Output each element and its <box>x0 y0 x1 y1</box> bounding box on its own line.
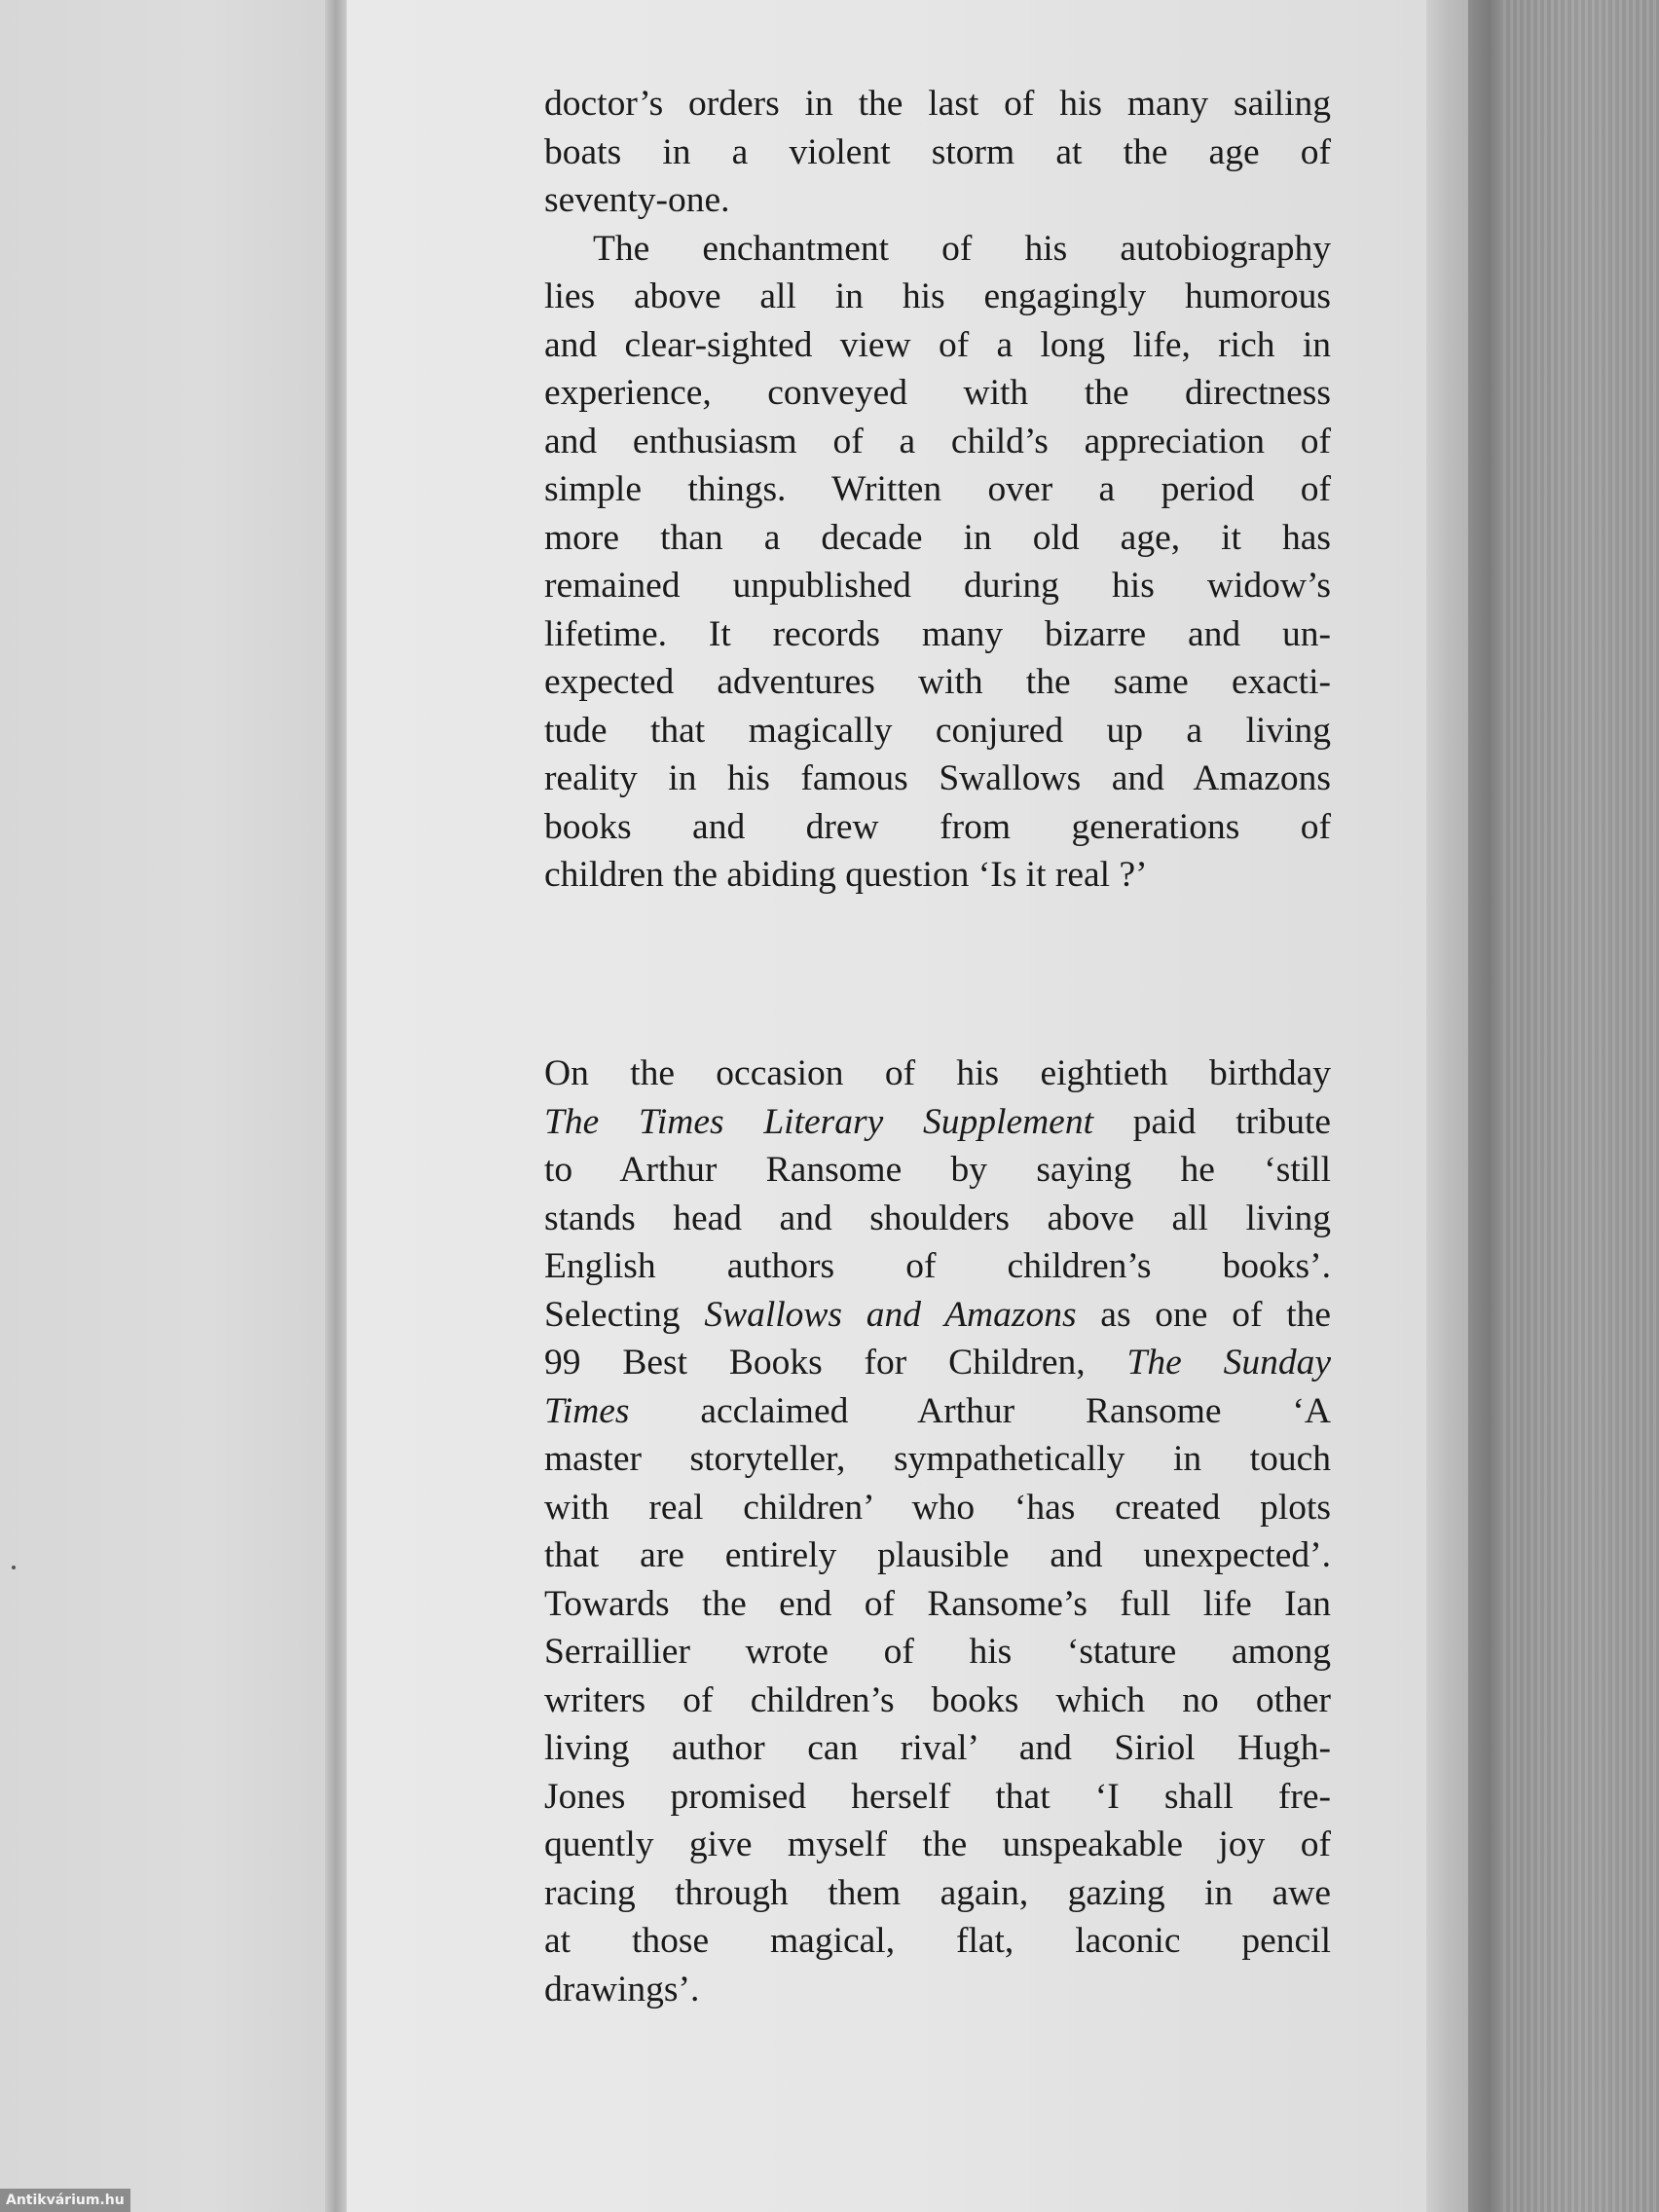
text-line: experience, conveyed with the directness <box>544 373 1331 413</box>
text-line: lifetime. It records many bizarre and un- <box>544 613 1331 654</box>
text-line <box>544 1435 1331 1484</box>
text-line <box>544 1195 1331 1243</box>
flap-text-lower <box>544 1050 1331 2013</box>
text-line <box>544 1146 1331 1195</box>
facing-page <box>0 0 346 2212</box>
book-board-edge <box>1468 0 1503 2212</box>
text-run: at those magical, flat, laconic pencil <box>544 1921 1331 1961</box>
watermark-label: Antikvárium.hu <box>0 2189 130 2212</box>
wooden-surface <box>1503 0 1659 2212</box>
text-line: simple things. Written over a period of <box>544 469 1331 509</box>
text-run: living author can rival’ and Siriol Hugh- <box>544 1728 1331 1768</box>
text-run: English authors of children’s books’. <box>544 1246 1331 1286</box>
text-line <box>544 1917 1331 1966</box>
text-run: as one of the <box>1076 1294 1332 1335</box>
text-line: doctor’s orders in the last of his many sailing <box>544 84 1331 124</box>
text-line <box>544 1821 1331 1869</box>
text-run: 99 Best Books for Children, <box>544 1343 1127 1382</box>
text-line <box>544 1242 1331 1291</box>
text-line: remained unpublished during his widow’s <box>544 566 1331 606</box>
text-run: to Arthur Ransome by saying he ‘still <box>544 1150 1331 1190</box>
text-line: reality in his famous Swallows and Amazons <box>544 758 1331 798</box>
italic-title: Times <box>544 1390 630 1431</box>
text-line <box>544 1677 1331 1725</box>
text-line: children the abiding question ‘Is it real ?’ <box>544 855 1148 895</box>
italic-title: The Times Literary Supplement <box>544 1101 1093 1142</box>
text-line: and clear-sighted view of a long life, rich in <box>544 324 1331 365</box>
text-line: books and drew from generations of <box>544 806 1331 847</box>
flap-right-shadow <box>1426 0 1469 2212</box>
text-line: lies above all in his engagingly humorous <box>544 276 1331 316</box>
flap-fold-edge <box>325 0 349 2212</box>
text-run: that are entirely plausible and unexpected’. <box>544 1535 1331 1575</box>
text-run: quently give myself the unspeakable joy of <box>544 1825 1331 1864</box>
text-run: master storyteller, sympathetically in touch <box>544 1439 1331 1479</box>
text-line: and enthusiasm of a child’s appreciation of <box>544 421 1331 461</box>
italic-title: The Sunday <box>1126 1343 1331 1382</box>
paragraph-eightieth-birthday <box>544 1050 1331 2013</box>
flap-text-upper <box>544 80 1331 900</box>
text-run: with real children’ who ‘has created plots <box>544 1487 1331 1528</box>
text-run: paid tribute <box>1093 1101 1332 1142</box>
text-line <box>544 1869 1331 1918</box>
text-run: drawings’. <box>544 1969 700 2009</box>
text-run: Serraillier wrote of his ‘stature among <box>544 1632 1331 1672</box>
text-run: Selecting <box>544 1294 705 1335</box>
text-line <box>544 1098 1331 1147</box>
text-line <box>544 1628 1331 1677</box>
text-run: Towards the end of Ransome’s full life Ian <box>544 1583 1331 1624</box>
text-run: racing through them again, gazing in awe <box>544 1872 1331 1913</box>
text-line <box>544 1291 1331 1340</box>
paragraph-seventy-one <box>544 80 1331 225</box>
text-run: stands head and shoulders above all living <box>544 1198 1331 1238</box>
page-speck <box>12 1566 16 1569</box>
text-line: more than a decade in old age, it has <box>544 517 1331 558</box>
text-line: tude that magically conjured up a living <box>544 710 1331 751</box>
text-line <box>544 1387 1331 1436</box>
text-line: The enchantment of his autobiography <box>593 228 1331 269</box>
text-line <box>544 1580 1331 1629</box>
text-run: On the occasion of his eightieth birthday <box>544 1053 1331 1093</box>
text-line: expected adventures with the same exacti- <box>544 662 1331 702</box>
italic-title: Swallows and Amazons <box>704 1294 1077 1335</box>
text-run: Jones promised herself that ‘I shall fre- <box>544 1776 1331 1817</box>
text-run: writers of children’s books which no other <box>544 1679 1331 1720</box>
text-line <box>544 1966 1331 2014</box>
paragraph-enchantment <box>544 225 1331 900</box>
text-line <box>544 1050 1331 1098</box>
text-line: boats in a violent storm at the age of <box>544 131 1331 172</box>
text-line <box>544 1724 1331 1773</box>
text-line <box>544 1484 1331 1532</box>
text-line: seventy-one. <box>544 180 730 220</box>
text-line <box>544 1773 1331 1822</box>
text-run: acclaimed Arthur Ransome ‘A <box>629 1390 1331 1431</box>
text-line <box>544 1531 1331 1580</box>
text-line <box>544 1339 1331 1387</box>
